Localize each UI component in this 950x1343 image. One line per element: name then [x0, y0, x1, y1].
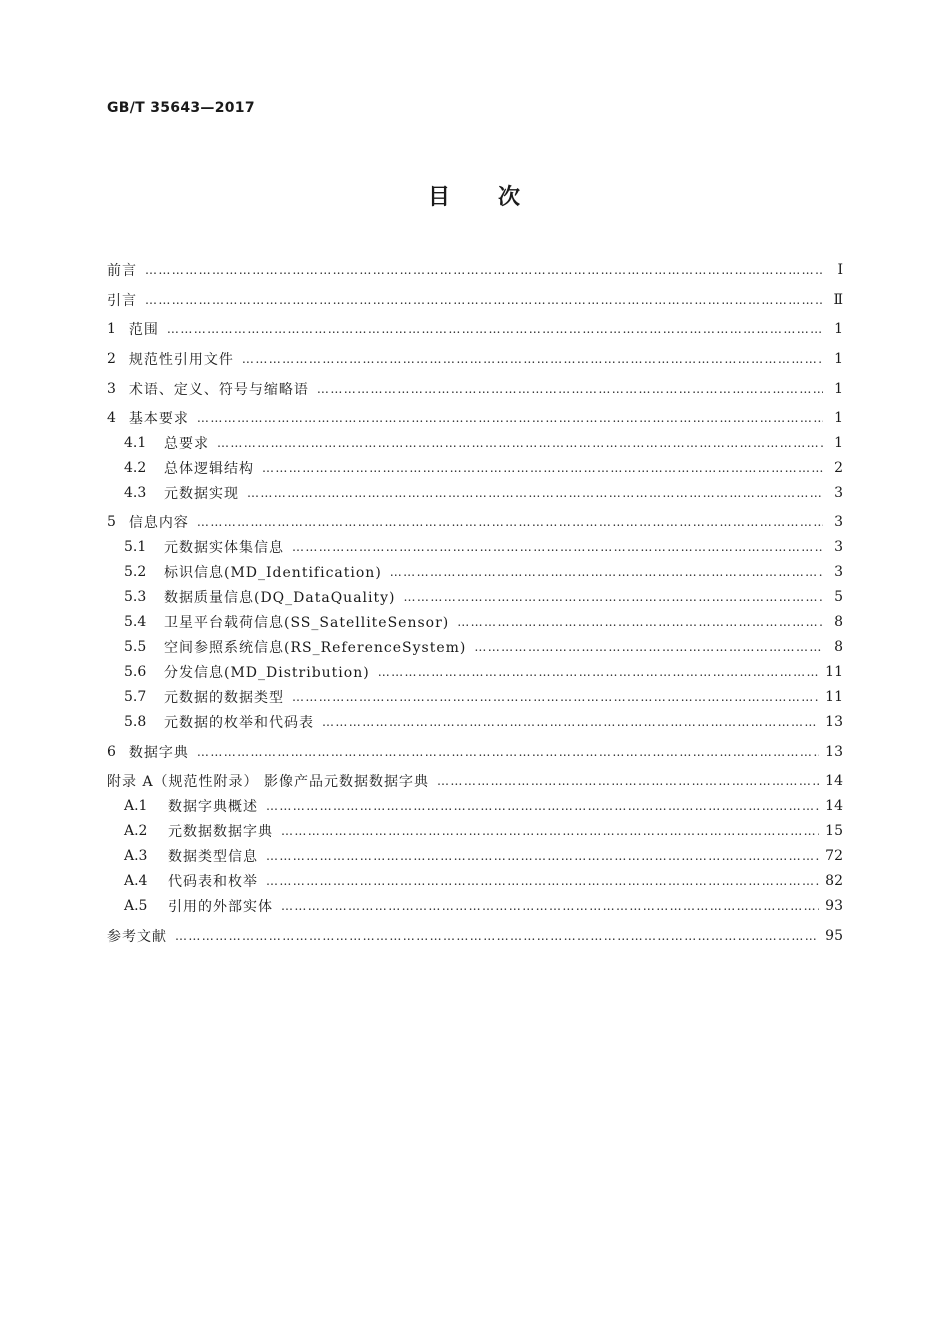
toc-entry[interactable] — [107, 635, 843, 659]
toc-entry-title: 数据质量信息(DQ_DataQuality) — [164, 590, 396, 606]
toc-entry-page: 11 — [825, 664, 843, 680]
toc-entry-page: 1 — [834, 435, 843, 451]
toc-leader-dots — [317, 377, 823, 401]
toc-entry[interactable] — [107, 794, 843, 818]
toc-entry-title: 参考文献 — [107, 929, 167, 945]
toc-leader-dots — [390, 560, 823, 584]
toc-entry[interactable] — [107, 406, 843, 430]
toc-entry-title: 总要求 — [164, 436, 209, 452]
toc-entry-number: 5.3 — [124, 589, 147, 605]
toc-entry-title: 总体逻辑结构 — [164, 461, 254, 477]
toc-entry-page: 15 — [825, 823, 843, 839]
toc-entry-page: 1 — [834, 351, 843, 367]
toc-entry-number: 5.6 — [124, 664, 147, 680]
toc-entry-number: A.2 — [124, 823, 148, 839]
toc-entry[interactable] — [107, 710, 843, 734]
toc-entry-number: 1 — [107, 321, 116, 337]
toc-entry-title: 元数据的数据类型 — [164, 690, 284, 706]
toc-leader-dots — [281, 894, 819, 918]
toc-leader-dots — [197, 510, 823, 534]
toc-entry[interactable] — [107, 456, 843, 480]
toc-entry-title: 元数据实现 — [164, 486, 239, 502]
toc-entry-page: 82 — [825, 873, 843, 889]
toc-entry-page: 3 — [834, 564, 843, 580]
toc-entry-page: 14 — [825, 773, 843, 789]
toc-entry-title: 代码表和枚举 — [168, 874, 258, 890]
toc-leader-dots — [292, 535, 823, 559]
toc-entry-title: 标识信息(MD_Identification) — [164, 565, 382, 581]
toc-entry-title: 规范性引用文件 — [128, 352, 234, 368]
standard-number: GB/T 35643—2017 — [107, 100, 255, 116]
toc-entry-title: 术语、定义、符号与缩略语 — [128, 382, 309, 398]
toc-leader-dots — [437, 769, 819, 793]
toc-leader-dots — [247, 481, 823, 505]
page-title — [0, 180, 950, 211]
toc-leader-dots — [457, 610, 823, 634]
toc-leader-dots — [266, 794, 819, 818]
toc-leader-dots — [474, 635, 823, 659]
toc-entry[interactable] — [107, 610, 843, 634]
toc-entry-title: 数据字典概述 — [168, 799, 258, 815]
toc-entry[interactable] — [107, 924, 843, 948]
page-title-char-1: 目 — [427, 185, 452, 210]
toc-entry-page: 14 — [825, 798, 843, 814]
toc-leader-dots — [145, 288, 823, 312]
toc-entry[interactable] — [107, 819, 843, 843]
toc-entry[interactable] — [107, 844, 843, 868]
toc-entry[interactable] — [107, 560, 843, 584]
toc-entry[interactable] — [107, 317, 843, 341]
toc-entry-page: 1 — [834, 321, 843, 337]
toc-entry-page: 11 — [825, 689, 843, 705]
toc-leader-dots — [322, 710, 819, 734]
toc-entry[interactable] — [107, 258, 843, 282]
toc-entry[interactable] — [107, 869, 843, 893]
toc-entry-title: 范围 — [128, 322, 159, 338]
toc-entry[interactable] — [107, 510, 843, 534]
toc-entry-page: 1 — [834, 381, 843, 397]
toc-entry-title: 元数据数据字典 — [168, 824, 273, 840]
toc-entry-title: 数据字典 — [128, 745, 189, 761]
toc-entry[interactable] — [107, 585, 843, 609]
toc-entry-page: 2 — [834, 460, 843, 476]
toc-entry[interactable] — [107, 288, 843, 312]
toc-entry-title: 分发信息(MD_Distribution) — [164, 665, 370, 681]
toc-entry[interactable] — [107, 740, 843, 764]
toc-entry-number: 5.5 — [124, 639, 147, 655]
toc-entry-number: A.4 — [124, 873, 148, 889]
toc-entry-page: 3 — [834, 485, 843, 501]
toc-entry-page: 93 — [825, 898, 843, 914]
toc-entry-number: 5.7 — [124, 689, 147, 705]
toc-entry[interactable] — [107, 660, 843, 684]
toc-entry-title: 卫星平台载荷信息(SS_SatelliteSensor) — [164, 615, 450, 631]
toc-entry-title: 前言 — [107, 263, 137, 279]
toc-entry[interactable] — [107, 769, 843, 793]
toc-entry-page: 13 — [825, 714, 843, 730]
toc-entry-number: A.1 — [124, 798, 148, 814]
toc-leader-dots — [242, 347, 823, 371]
toc-leader-dots — [404, 585, 823, 609]
toc-entry-number: 5.8 — [124, 714, 147, 730]
toc-leader-dots — [262, 456, 823, 480]
toc-entry-page: Ⅱ — [833, 292, 843, 308]
toc-entry-number: 4.3 — [124, 485, 147, 501]
toc-entry[interactable] — [107, 347, 843, 371]
toc-leader-dots — [281, 819, 819, 843]
toc-entry[interactable] — [107, 431, 843, 455]
toc-leader-dots — [266, 869, 819, 893]
toc-entry-title: 引用的外部实体 — [168, 899, 273, 915]
toc-entry-page: 8 — [834, 639, 843, 655]
toc-leader-dots — [378, 660, 819, 684]
toc-entry-number: 4.2 — [124, 460, 147, 476]
toc-entry-title: 元数据的枚举和代码表 — [164, 715, 314, 731]
toc-entry-page: 95 — [825, 928, 843, 944]
toc-entry-page: 8 — [834, 614, 843, 630]
toc-entry-page: 13 — [825, 744, 843, 760]
toc-entry-title: 基本要求 — [128, 411, 189, 427]
toc-entry-number: 6 — [107, 744, 116, 760]
toc-entry-number: 4 — [107, 410, 116, 426]
toc-entry-number: 5 — [107, 514, 116, 530]
toc-leader-dots — [266, 844, 819, 868]
toc-entry-page: 72 — [825, 848, 843, 864]
toc-entry[interactable] — [107, 481, 843, 505]
toc-entry-number: 4.1 — [124, 435, 147, 451]
toc-entry[interactable] — [107, 535, 843, 559]
page-title-char-2: 次 — [498, 185, 523, 210]
toc-entry-number: 3 — [107, 381, 116, 397]
toc-entry-page: 1 — [834, 410, 843, 426]
toc-entry-page: 5 — [834, 589, 843, 605]
toc-entry[interactable] — [107, 894, 843, 918]
toc-leader-dots — [145, 258, 823, 282]
toc-entry-number: A.5 — [124, 898, 148, 914]
toc-entry[interactable] — [107, 377, 843, 401]
toc-entry[interactable] — [107, 685, 843, 709]
toc-entry-page: 3 — [834, 514, 843, 530]
toc-entry-title: 引言 — [107, 293, 137, 309]
toc-leader-dots — [217, 431, 823, 455]
toc-entry-number: 5.4 — [124, 614, 147, 630]
toc-leader-dots — [167, 317, 823, 341]
toc-leader-dots — [175, 924, 819, 948]
toc-entry-title: 元数据实体集信息 — [164, 540, 284, 556]
toc-leader-dots — [197, 406, 823, 430]
toc-entry-number: 5.1 — [124, 539, 147, 555]
toc-entry-page: Ⅰ — [837, 262, 843, 278]
toc-entry-number: A.3 — [124, 848, 148, 864]
toc-entry-title: 附录 A（规范性附录） 影像产品元数据数据字典 — [107, 774, 430, 790]
toc-leader-dots — [292, 685, 819, 709]
toc-entry-title: 空间参照系统信息(RS_ReferenceSystem) — [164, 640, 467, 656]
toc-leader-dots — [197, 740, 819, 764]
toc-entry-page: 3 — [834, 539, 843, 555]
toc-entry-title: 数据类型信息 — [168, 849, 258, 865]
toc-entry-number: 5.2 — [124, 564, 147, 580]
toc-entry-number: 2 — [107, 351, 116, 367]
toc-entry-title: 信息内容 — [128, 515, 189, 531]
